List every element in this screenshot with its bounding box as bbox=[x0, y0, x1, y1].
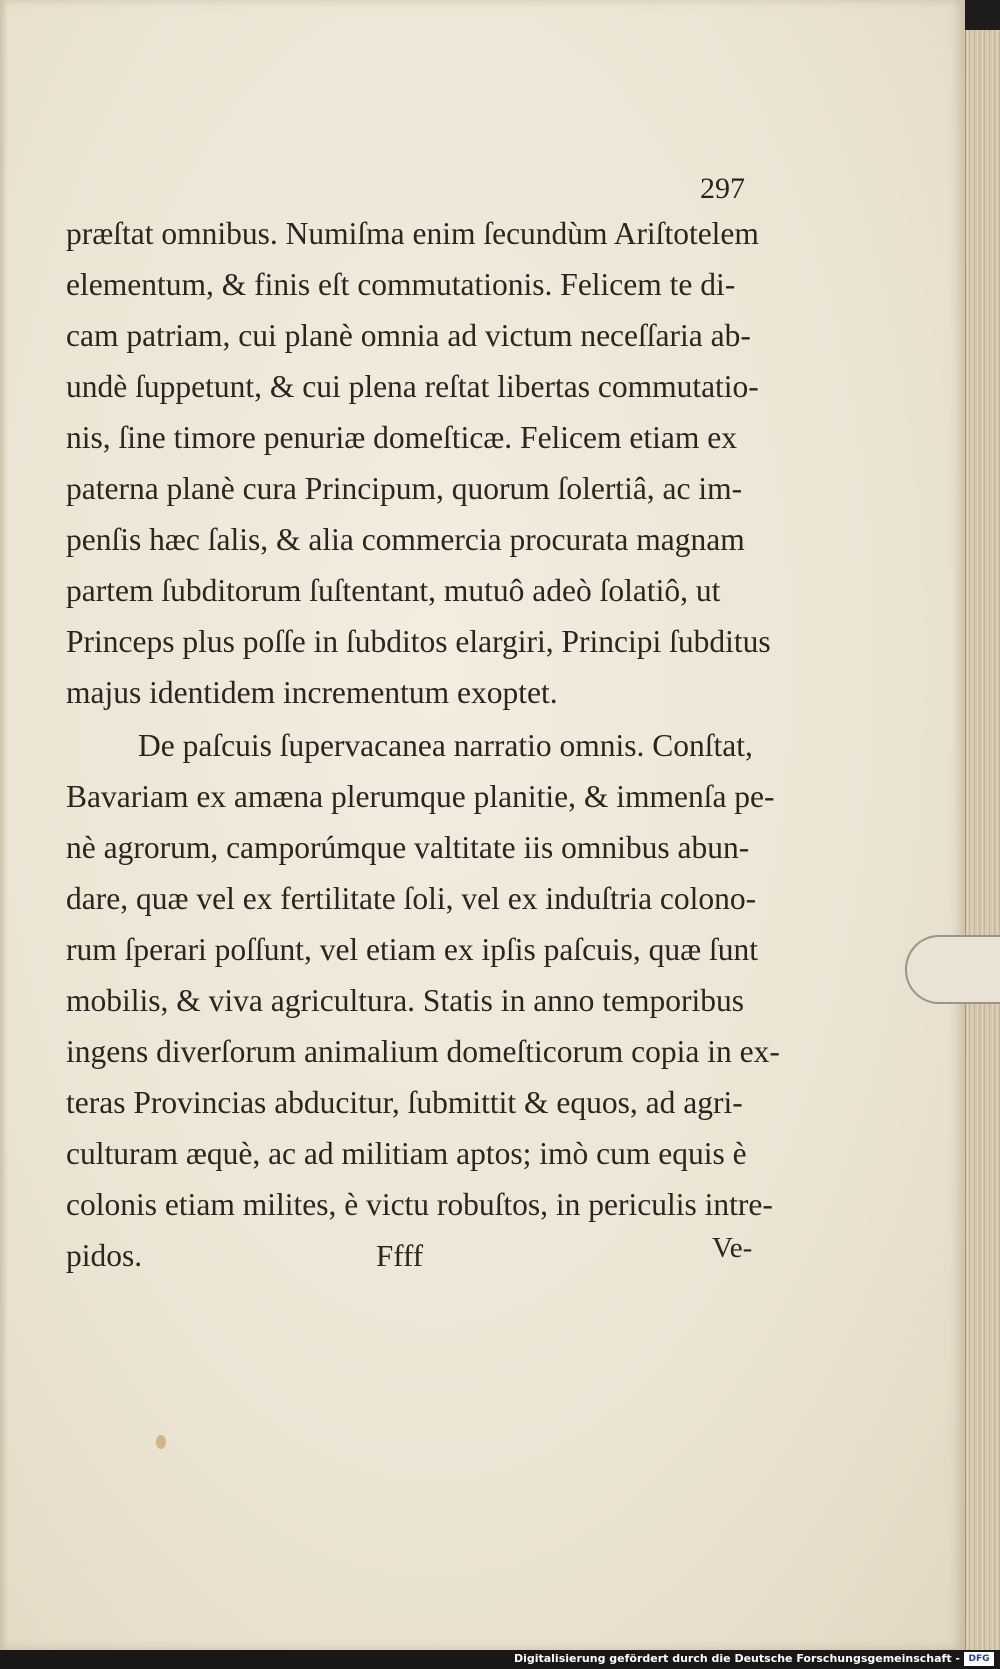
text-line: undè ſuppetunt, & cui plena reſtat libertas commutatio- bbox=[66, 369, 759, 404]
text-line: cam patriam, cui planè omnia ad victum neceſſaria ab- bbox=[66, 318, 751, 353]
dfg-logo: DFG bbox=[964, 1652, 994, 1666]
catchword: Ve- bbox=[712, 1232, 753, 1264]
text-line: mobilis, & viva agricultura. Statis in anno temporibus bbox=[66, 983, 745, 1018]
gutter-shadow bbox=[0, 0, 8, 1650]
text-line: partem ſubditorum ſuſtentant, mutuô adeò ſolatiô, ut bbox=[66, 573, 721, 608]
text-line: Princeps plus poſſe in ſubditos elargiri, Principi ſubditus bbox=[66, 624, 771, 659]
text-line: teras Provincias abducitur, ſubmittit & equos, ad agri- bbox=[66, 1085, 743, 1120]
signature-mark: Ffff bbox=[376, 1238, 424, 1273]
text-line: penſis hæc ſalis, & alia commercia procurata magnam bbox=[66, 522, 745, 557]
text-line: culturam æquè, ac ad militiam aptos; imò cum equis è bbox=[66, 1136, 747, 1171]
ink-stain bbox=[156, 1435, 166, 1449]
text-line: dare, quæ vel ex fertilitate ſoli, vel ex induſtria colono- bbox=[66, 881, 757, 916]
page-edges bbox=[965, 30, 1000, 1650]
text-line: rum ſperari poſſunt, vel etiam ex ipſis paſcuis, quæ ſunt bbox=[66, 932, 759, 967]
text-line: colonis etiam milites, è victu robuſtos, in periculis intre- bbox=[66, 1187, 773, 1222]
text-line: nis, ſine timore penuriæ domeſticæ. Felicem etiam ex bbox=[66, 420, 737, 455]
text-line: majus identidem incrementum exoptet. bbox=[66, 675, 558, 710]
text-line: pidos. bbox=[66, 1238, 143, 1273]
text-line: Bavariam ex amæna plerumque planitie, & immenſa pe- bbox=[66, 779, 775, 814]
text-line: ingens diverſorum animalium domeſticorum copia in ex- bbox=[66, 1034, 780, 1069]
text-line: De paſcuis ſupervacanea narratio omnis. Conſtat, bbox=[138, 728, 753, 763]
bookmark-tab bbox=[905, 935, 1000, 1004]
page-number: 297 bbox=[700, 172, 745, 205]
text-line: præſtat omnibus. Numiſma enim ſecundùm Ariſtotelem bbox=[66, 216, 759, 251]
text-line: elementum, & finis eſt commutationis. Felicem te di- bbox=[66, 267, 736, 302]
text-line: paterna planè cura Principum, quorum ſolertiâ, ac im- bbox=[66, 471, 743, 506]
digitization-credit: Digitalisierung gefördert durch die Deutsche Forschungsgemeinschaft - bbox=[513, 1652, 960, 1665]
text-line: nè agrorum, camporúmque valtitate iis omnibus abun- bbox=[66, 830, 750, 865]
